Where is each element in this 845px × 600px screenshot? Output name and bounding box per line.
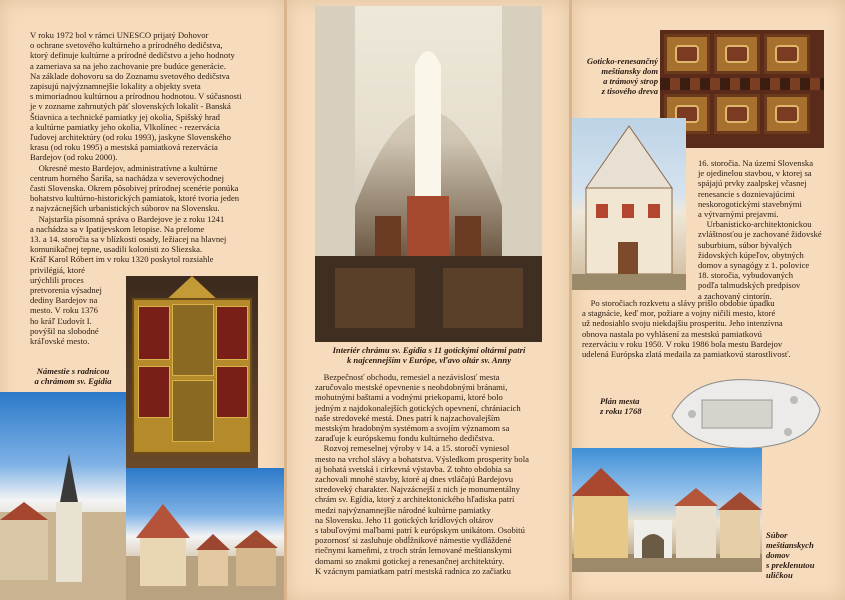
renaissance-text: 16. storočia. Na území Slovenska je ojedinelou stavbou, v ktorej sa spájajú prvky zaalpskej včasnej renesancie s doznievajúcimi neskorogotickými stavebnými a výtvarnými prejavmi. Urbanisticko-architektonickou zvláštnosťou je zachované židovské suburbium, súbor bývalých židovských kúpeľov, obytných domov a synagógy z 1. polovice 18. storočia, vybudovaných podľa talmudských predpisov a zachovaný cintorín. [698,158,822,301]
houses-caption: Súbor meštianskych domov s preklenutou uličkou [766,530,815,580]
town-square-photo-right [126,468,286,600]
panel-left [0,0,285,600]
town-square-photo [0,392,126,600]
interior-caption: Interiér chrámu sv. Egídia s 11 gotickými oltármi patrí k najcennejším v Európe, vľavo oltár sv. Anny [332,345,526,365]
altar-of-st-anne-image [126,276,258,468]
plan-caption: Plán mesta z roku 1768 [600,396,642,416]
church-interior-photo [315,6,542,342]
panel-right [572,0,845,600]
intro-text: V roku 1972 bol v rámci UNESCO prijatý Dohovor o ochrane svetového kultúrneho a prírodného dedičstva, ktorý definuje kultúrne a prírodné dedičstvo a jeho hodnoty a zameriava sa na jeho zachovanie pre budúce generácie. Na základe dohovoru sa do Zoznamu svetového dedičstva zapisujú najvýznamnejšie lokality a objekty sveta s mimoriadnou kultúrnou a prírodnou hodnotou. V súčasnosti je v zozname zahrnutých päť slovenských lokalít - Banská Štiavnica a technické pamiatky jej okolia, Spišský hrad a kultúrne pamiatky jeho okolia, Vlkolínec - rezervácia ľudovej architektúry (od roku 1993), jaskyne Slovenského krasu (od roku 1995) a mestská pamiatková rezervácia Bardejov (od roku 2000). Okresné mesto Bardejov, administratívne a kultúrne centrum horného Šariša, sa nachádza v severovýchodnej časti Slovenska. Okrem pôsobivej prírodnej scenérie ponúka bohatstvo kultúrno-historických pamiatok, ktoré tvoria jeden z najvzácnejších urbanistických súborov na Slovensku. Najstaršia písomná správa o Bardejove je z roku 1241 a nachádza sa v Ipatijevskom letopise. Na prelome 13. a 14. storočia sa v blízkosti osady, ležiacej na hlavnej komunikačnej tepne, usadili kolonisti zo Sliezska. Kráľ Karol Róbert im v roku 1320 poskytol rozsiahle privilégiá, ktoré urýchlili proces pretvorenia výsadnej dediny Bardejov na mesto. V roku 1376 ho kráľ Ľudovít I. povýšil na slobodné kráľovské mesto. [30,30,242,347]
fortification-text: Bezpečnosť obchodu, remesiel a nezávislosť mesta zaručovalo mestské opevnenie s neobdobnými bránami, mohutnými baštami a vodnými priekopami, ktoré bolo jedným z najdokonalejších gotických opevnení, chrániacich naše stredoveké mestá. Dnes patrí k najzachovalejším mestským hradobným systémom a svojím významom sa zaraďuje k európskemu fondu kultúrneho dedičstva. Rozvoj remeselnej výroby v 14. a 15. storočí vyniesol mesto na vrchol slávy a bohatstva. Výsledkom prosperity bola aj bohatá svetská i cirkevná výstavba. Z tohto obdobia sa zachovali mnohé stavby, ktoré aj dnes vtláčajú Bardejovu stredoveký charakter. Najvzácnejší z nich je monumentálny chrám sv. Egídia, ktorý z architektonického hľadiska patrí medzi najvýznamnejšie národné kultúrne pamiatky na Slovensku. Jeho 11 gotických krídlových oltárov s tabuľovými maľbami patrí k európskym unikátom. Osobitú pozornosť si zasluhuje obdĺžnikové námestie vydláždené riečnymi kameňmi, z troch strán lemované meštianskymi domami so znakmi gotickej a renesančnej architektúry. K vzácnym pamiatkam patrí mestská radnica zo začiatku [315,372,529,576]
ceiling-caption: Goticko-renesančný meštiansky dom a trámový strop z tisového dreva [586,56,658,96]
town-plan-1768-image [662,370,826,454]
burgher-houses-photo [572,448,762,572]
burgher-house-photo [572,118,686,290]
square-caption: Námestie s radnicou a chrámom sv. Egídia [34,366,112,386]
decline-text: Po storočiach rozkvetu a slávy prišlo obdobie úpadku a stagnácie, keď mor, požiare a vojny ničili mesto, ktoré už nedosiahlo svoju niekdajšiu prosperitu. Jeho intenzívna obnova nastala po vyhlásení za mestskú pamiatkovú rezerváciu v roku 1950. V roku 1986 bola mestu Bardejov udelená Európska zlatá medaila za pamiatkovú starostlivosť. [582,298,791,360]
panel-middle [287,0,570,600]
